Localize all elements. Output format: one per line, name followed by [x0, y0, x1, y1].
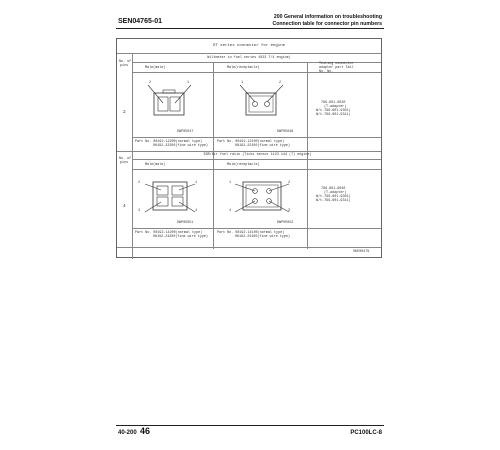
- row1-female-connector-icon: [237, 81, 287, 123]
- row2-female-pin-1: 1: [229, 181, 232, 185]
- row1-male-pin-1: 1: [187, 81, 190, 85]
- row1-female-pin-2: 2: [279, 81, 282, 85]
- row2-male-pin-4: 4: [195, 209, 198, 213]
- header-rule: [116, 28, 384, 29]
- row1-male-heading: Male(male): [145, 66, 166, 70]
- row2-category: EGR/Air fuel ratio (Ticks sensor 1123 144 (7) engine): [203, 153, 312, 157]
- figure-code: SKE00479: [353, 250, 370, 254]
- row1-adapter-1: 799-601-9020: [321, 101, 346, 105]
- row1-male-part-1: Part No. 08192-12200(normal type): [135, 140, 203, 144]
- row2-female-heading: Male(receptacle): [227, 163, 260, 167]
- row2-male-heading: Male(male): [145, 163, 166, 167]
- row1-heading-rule: [132, 72, 381, 73]
- row1-category: Wiltmeter in fuel series 1023 7/4 engine): [207, 56, 291, 60]
- row1-female-code: DWP05048: [277, 130, 294, 134]
- row2-male-part-2: 08192-24200(fine wire type): [153, 235, 208, 239]
- row1-adapter-heading-1: Testing connector: [319, 62, 354, 66]
- row1-no-label-1: No. of: [119, 60, 132, 64]
- footer-rule: [116, 425, 384, 426]
- row2-code-rule: [132, 228, 381, 229]
- row1-adapter-2: (T-adapter): [324, 105, 347, 109]
- row2-adapter-2: (T-adapter): [324, 191, 347, 195]
- row1-col-rule-1: [213, 62, 214, 160]
- row1-male-part-2: 08192-22200(fine wire type): [153, 144, 208, 148]
- row2-category-rule: [132, 159, 381, 160]
- row2-female-pin-4: 4: [229, 209, 232, 213]
- row1-female-pin-1: 1: [241, 81, 244, 85]
- section-title: [272, 14, 382, 27]
- row2-pins: 4: [123, 204, 126, 209]
- table-bottom-rule: [117, 247, 381, 248]
- row1-no-label-2: pins: [120, 64, 129, 68]
- row2-male-pin-1: 1: [195, 181, 198, 185]
- row1-adapter-3: W/t-799-601-9301): [316, 109, 351, 113]
- row2-adapter-4: W/t-799-601-9311): [316, 199, 351, 203]
- row1-adapter-4: W/t-799-601-9311): [316, 113, 351, 117]
- section-title-line2: Connection table for connector pin numbers: [272, 20, 382, 27]
- page-prefix: 40-200: [118, 430, 137, 436]
- connector-table: [116, 38, 382, 258]
- row2-col-rule-1: [213, 159, 214, 249]
- row1-pins: 2: [123, 110, 126, 115]
- row1-adapter-heading-2: adapter part Tail: [319, 66, 354, 70]
- row2-female-connector-icon: [233, 174, 291, 218]
- row2-adapter-1: 799-601-9040: [321, 187, 346, 191]
- section-title-line1: 200 General information on troubleshooting: [273, 14, 382, 20]
- row2-adapter-3: W/t-799-601-9301): [316, 195, 351, 199]
- row1-col-rule-2: [307, 62, 308, 160]
- table-title: DT series connector for engine: [212, 44, 285, 48]
- row2-male-pin-3: 3: [138, 209, 141, 213]
- row-divider: [117, 151, 381, 152]
- row2-col-rule-2: [307, 159, 308, 249]
- document-code: SEN04765-01: [118, 18, 162, 25]
- row1-male-pin-2: 2: [149, 81, 152, 85]
- row2-female-part-1: Part No. 08192-14100(normal type): [217, 231, 285, 235]
- row1-code-rule: [132, 137, 381, 138]
- row2-female-pin-3: 3: [288, 209, 291, 213]
- table-rule: [117, 53, 381, 54]
- row1-female-part-2: 08192-22100(fine wire type): [235, 144, 290, 148]
- page-number: 46: [140, 426, 151, 436]
- row2-heading-rule: [132, 169, 381, 170]
- row2-male-part-1: Part No. 08192-14200(normal type): [135, 231, 203, 235]
- row1-female-part-1: Part No. 08192-12100(normal type): [217, 140, 285, 144]
- row2-no-label-2: pins: [120, 161, 129, 165]
- row2-female-part-2: 08192-24100(fine wire type): [235, 235, 290, 239]
- row1-female-heading: Male(receptacle): [227, 66, 260, 70]
- row1-male-code: DWP05047: [177, 130, 194, 134]
- row2-female-code: DWP05052: [277, 221, 294, 225]
- row1-male-connector-icon: [145, 81, 195, 123]
- row1-adapter-heading-3: No. No.: [319, 70, 334, 74]
- row2-female-pin-2: 2: [288, 181, 291, 185]
- row2-male-code: DWP05051: [177, 221, 194, 225]
- row2-no-label-1: No. of: [119, 157, 132, 161]
- row2-male-connector-icon: [143, 174, 197, 218]
- model-name: PC100LC-8: [350, 430, 382, 436]
- row2-male-pin-2: 2: [138, 181, 141, 185]
